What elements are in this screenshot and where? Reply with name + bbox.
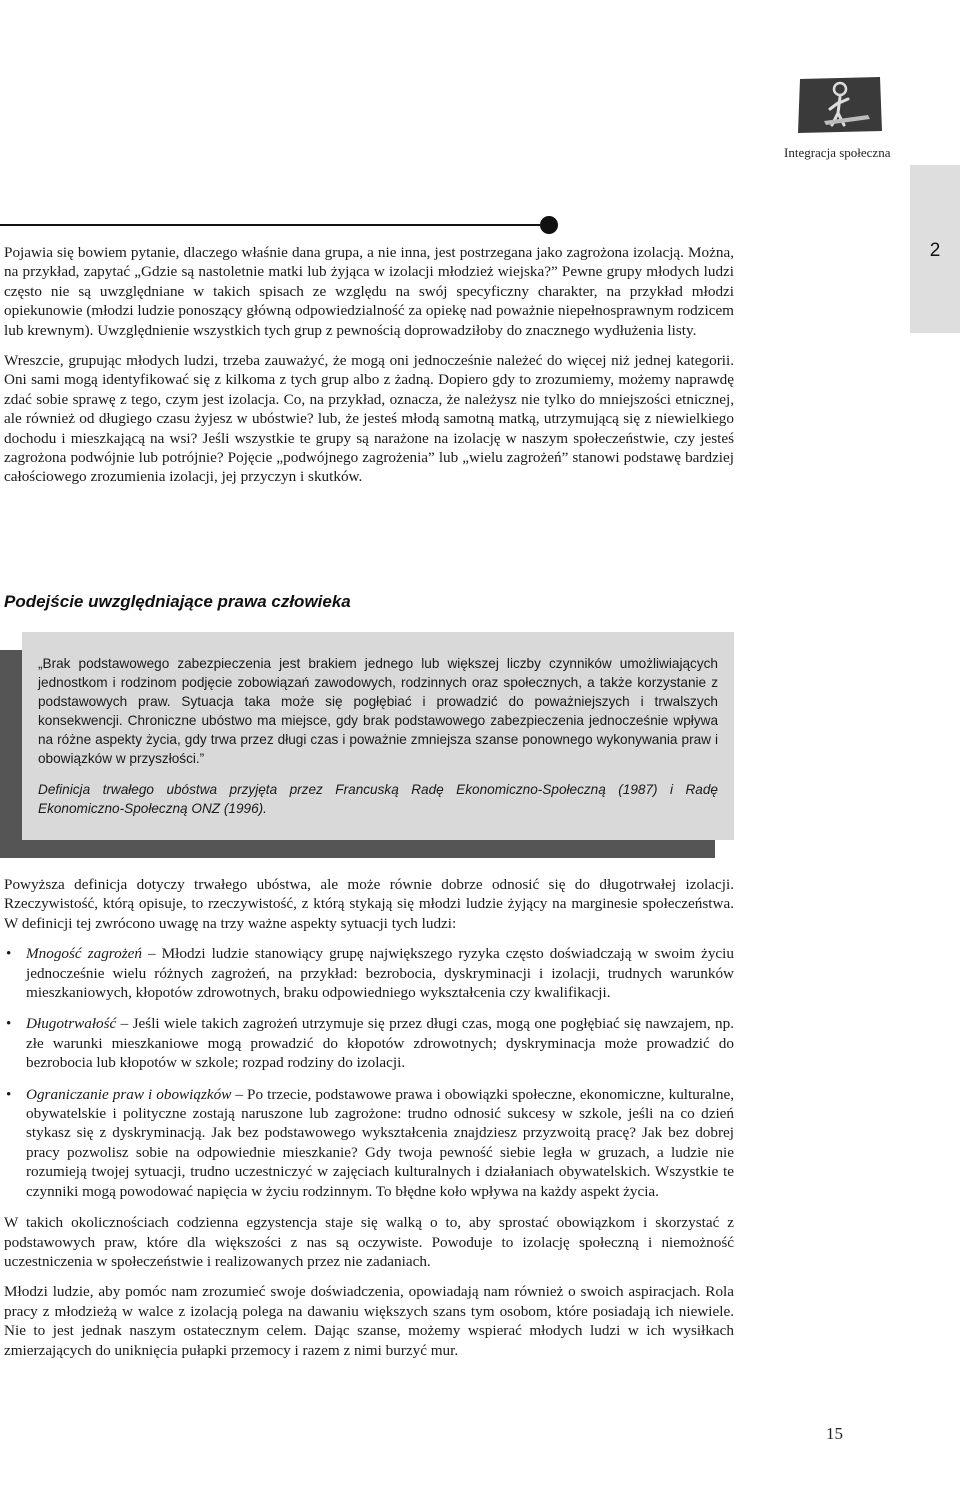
list-item-text: – Po trzecie, podstawowe prawa i obowiązki społeczne, ekonomiczne, kulturalne, obywatelskie i polityczne zostają naruszone lub zagrożone: trudno odnosić sukcesy w szkole, jeśli na co dzień stykasz się z dyskryminacją. Jak bez podstawowego wykształcenia znajdziesz przyzwoitą pracę? Jak bez dobrej pracy pozwolisz sobie na odpowiednie mieszkanie? Gdy twoja pewność siebie legła w gruzach, a ludzie nie rozumieją twojej sytuacji, trudno uczestniczyć w zajęciach kulturalnych i działaniach obywatelskich. Wszystkie te czynniki mogą powodować napięcia w życiu rodzinnym. To błędne koło wpływa na każdy aspekt życia.: [26, 1085, 734, 1200]
chapter-number: 2: [929, 240, 941, 261]
aspects-list: [4, 944, 734, 1201]
quote-box: [22, 632, 734, 840]
list-item: [4, 1014, 734, 1072]
list-item-text: – Młodzi ludzie stanowiący grupę największego ryzyka często doświadczają w swoim życiu jednocześnie wielu różnych zagrożeń, na przykład: bezrobocia, dyskryminacji i izolacji, trudnych warunków mieszkaniowych, kłopotów zdrowotnych, braku odpowiedniego wykształcenia czy kwalifikacji.: [26, 945, 734, 1002]
list-item-term: Długotrwałość: [26, 1015, 117, 1033]
paragraph: Powyższa definicja dotyczy trwałego ubóstwa, ale może równie dobrze odnosić się do długotrwałej izolacji. Rzeczywistość, którą opisuje, to rzeczywistość, z którą stykają się młodzi ludzie żyjący na marginesie społeczeństwa. W definicji tej zwrócono uwagę na trzy ważne aspekty sytuacji tych ludzi:: [4, 876, 734, 932]
running-header-title: Integracja społeczna: [784, 145, 891, 160]
chapter-tab: [910, 165, 960, 333]
main-text: [4, 875, 734, 1371]
section-heading: Podejście uwzględniające prawa człowieka: [4, 592, 351, 611]
list-item: [4, 1085, 734, 1201]
header-rule-dot: [540, 216, 558, 234]
quote-bar-bottom: [0, 840, 715, 858]
list-item: [4, 944, 734, 1002]
list-item-text: – Jeśli wiele takich zagrożeń utrzymuje się przez długi czas, mogą one pogłębiać się nawzajem, np. złe warunki mieszkaniowe mogą prowadzić do kłopotów zdrowotnych; dyskryminacja może prowadzić do bezrobocia lub kłopotów w szkole; rozpad rodziny do izolacji.: [26, 1015, 734, 1072]
quote-bar-left: [0, 650, 22, 858]
paragraph: Pojawia się bowiem pytanie, dlaczego właśnie dana grupa, a nie inna, jest postrzegana jako zagrożona izolacją. Można, na przykład, zapytać „Gdzie są nastoletnie matki lub żyjąca w izolacji młodzież wiejska?” Pewne grupy młodych ludzi często nie są uwzględniane w takich spisach ze względu na swój specyficzny charakter, na przykład młodzi opiekunowie (młodzi ludzie ponoszący główną odpowiedzialność za opiekę nad poważnie niepełnosprawnym rodzicem lub krewnym). Uwzględnienie wszystkich tych grup z pewnością doprowadziłoby do znacznego wydłużenia listy.: [4, 244, 734, 339]
page-number: 15: [826, 1424, 843, 1443]
list-item-term: Ograniczanie praw i obowiązków: [26, 1085, 232, 1103]
list-item-term: Mnogość zagrożeń: [26, 945, 142, 963]
quote-text: „Brak podstawowego zabezpieczenia jest brakiem jednego lub większej liczby czynników umożliwiających jednostkom i rodzinom podjęcie zobowiązań zawodowych, rodzinnych oraz społecznych, a także korzystanie z podstawowych praw. Sytuacja taka może się pogłębiać i prowadzić do poważniejszych i trwalszych konsekwencji. Chroniczne ubóstwo ma miejsce, gdy brak podstawowego zabezpieczenia jednocześnie wpływa na różne aspekty życia, gdy trwa przez długi czas i poważnie zmniejsza szanse ponownego wykonywania praw i obowiązków w przyszłości.”: [38, 656, 718, 766]
intro-text: [4, 243, 734, 498]
quote-source: Definicja trwałego ubóstwa przyjęta przez Francuską Radę Ekonomiczno-Społeczną (1987) i Radę Ekonomiczno-Społeczną ONZ (1996).: [38, 782, 718, 816]
paragraph: Młodzi ludzie, aby pomóc nam zrozumieć swoje doświadczenia, opowiadają nam również o swoich aspiracjach. Rola pracy z młodzieżą w walce z izolacją polega na dawaniu większych szans tym osobom, które posiadają ich niewiele. Nie to jest jednak naszym ostatecznym celem. Dając szanse, możemy wspierać młodych ludzi w ich wysiłkach zmierzających do uniknięcia pułapki przemocy i razem z nimi burzyć mur.: [4, 1283, 734, 1359]
header-rule: [0, 224, 540, 226]
paragraph: W takich okolicznościach codzienna egzystencja staje się walką o to, aby sprostać obowiązkom i skorzystać z podstawowych praw, które dla większości z nas są oczywiste. Powoduje to izolację społeczną i niemożność uczestniczenia w społeczeństwie i realizowanych przez nie zadaniach.: [4, 1214, 734, 1270]
paragraph: Wreszcie, grupując młodych ludzi, trzeba zauważyć, że mogą oni jednocześnie należeć do więcej niż jednej kategorii. Oni sami mogą identyfikować się z kilkoma z tych grup albo z żadną. Dopiero gdy to zrozumiemy, możemy naprawdę zdać sobie sprawę z tego, czym jest izolacja. Co, na przykład, oznacza, że należysz nie tylko do mniejszości etnicznej, ale również od długiego czasu żyjesz w ubóstwie? lub, że jesteś młodą samotną matką, utrzymującą się z niewielkiego dochodu i mieszkającą na wsi? Jeśli wszystkie te grupy są narażone na izolację w naszym społeczeństwie, czy jesteś zagrożona podwójnie lub potrójnie? Pojęcie „podwójnego zagrożenia” lub „wielu zagrożeń” stanowi podstawę bardziej całościowego zrozumienia izolacji, jej przyczyn i skutków.: [4, 352, 734, 486]
figure-logo-icon: [796, 75, 886, 135]
quote-content: [38, 654, 718, 830]
